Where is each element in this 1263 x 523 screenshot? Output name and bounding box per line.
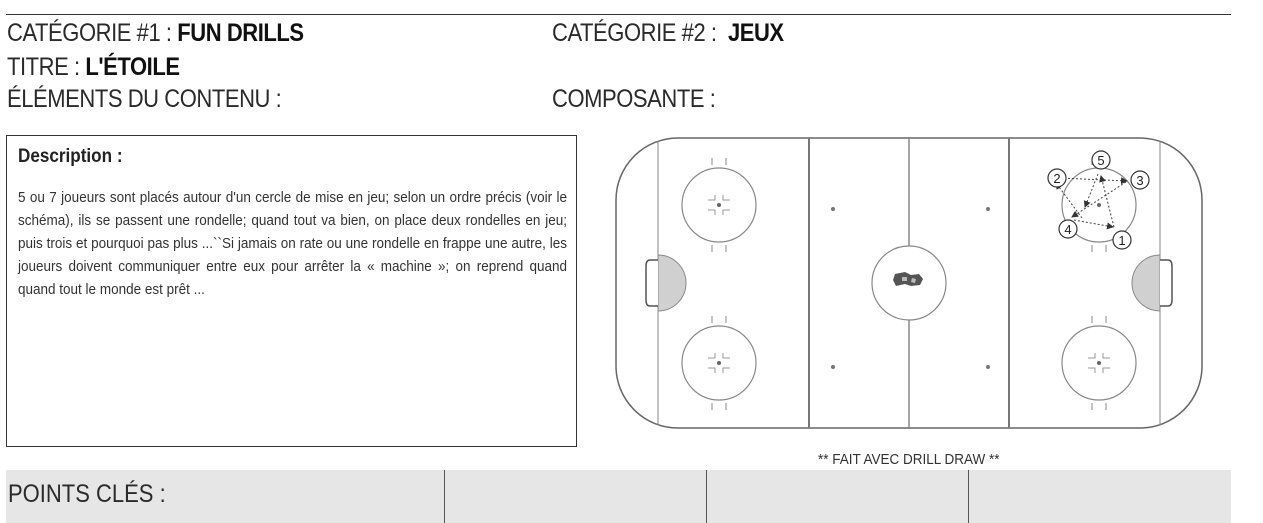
neutral-dot [986, 365, 990, 369]
svg-text:2: 2 [1053, 171, 1061, 186]
title-value: L'ÉTOILE [85, 53, 180, 81]
net-right [1160, 260, 1172, 306]
category-2-value: JEUX [727, 19, 784, 47]
neutral-dot [831, 207, 835, 211]
player-4 [1059, 220, 1077, 238]
player-2 [1048, 169, 1066, 187]
net-left [646, 260, 658, 306]
category-1-label: CATÉGORIE #1 : [7, 19, 172, 47]
svg-text:5: 5 [1097, 153, 1105, 168]
points-cles-bar [6, 470, 1231, 523]
composante-label: COMPOSANTE : [552, 85, 716, 113]
neutral-dot [986, 207, 990, 211]
svg-text:4: 4 [1064, 222, 1072, 237]
column-divider [706, 470, 707, 523]
player-1 [1113, 231, 1131, 249]
column-divider [968, 470, 969, 523]
player-5 [1092, 151, 1110, 169]
description-title: Description : [18, 146, 123, 167]
category-2 [552, 19, 784, 48]
title-label: TITRE : [7, 53, 80, 81]
elements-label: ÉLÉMENTS DU CONTENU : [7, 85, 282, 113]
category-1 [7, 19, 304, 48]
hockey-rink-diagram [612, 132, 1212, 434]
description-text: 5 ou 7 joueurs sont placés autour d'un cercle de mise en jeu; selon un ordre précis (voir le schéma), ils se passent une rondelle; quand tout va bien, on place deux rondelles en jeu; puis trois et pourquoi pas plus ...``Si jamais on rate ou une rondelle en frappe une autre, les joueurs doivent communiquer entre eux pour arrêter la « machine »; on reprend quand quand tout le monde est prêt ... [18, 189, 567, 298]
svg-text:3: 3 [1136, 173, 1144, 188]
neutral-dot [831, 365, 835, 369]
description-box [6, 135, 577, 447]
center-logo [893, 272, 923, 286]
category-1-value: FUN DRILLS [177, 19, 304, 47]
drill-draw-credit: ** FAIT AVEC DRILL DRAW ** [818, 451, 1000, 468]
title-field [7, 53, 180, 82]
column-divider [444, 470, 445, 523]
category-2-label: CATÉGORIE #2 : [552, 19, 717, 47]
player-3 [1131, 171, 1149, 189]
top-rule [6, 14, 1231, 15]
svg-text:1: 1 [1118, 233, 1126, 248]
points-cles-label: POINTS CLÉS : [8, 480, 166, 508]
